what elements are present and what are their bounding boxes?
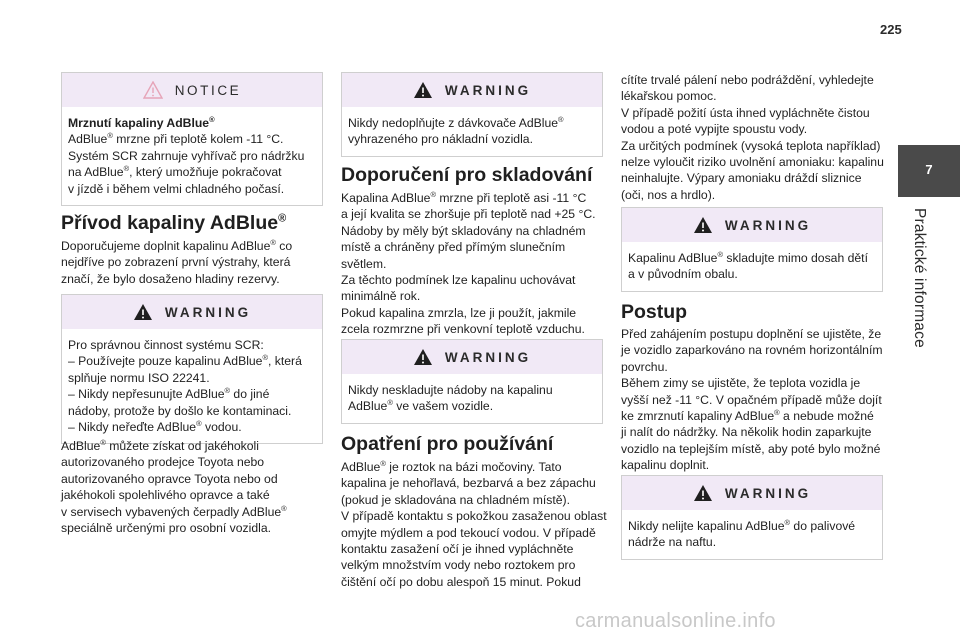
warning-header: WARNING	[342, 73, 602, 107]
precautions-continued: cítíte trvalé pálení nebo podráždění, vyhledejte lékařskou pomoc. V případě požití ústa ihned vypláchněte čistou vodou a poté vypijte spoustu vody. Za určitých podmínek (vysoká teplota například) nelze vyloučit riziko uvolnění amoniaku: kapalinu neinhalujte. Výpary amoniaku dráždí sliznice (oči, nos a hrdlo).	[621, 73, 884, 202]
chapter-tab[interactable]	[898, 145, 960, 197]
availability-paragraph: AdBlue® můžete získat od jakéhokoli autorizovaného prodejce Toyota nebo autorizovaného opravce Toyota nebo od jakéhokoli spolehlivého opravce a také v servisech vybavených čerpadly AdBlue® speciálně určenými pro osobní vozidla.	[61, 437, 287, 536]
notice-line: na AdBlue®, který umožňuje pokračovat	[68, 164, 282, 180]
notice-header	[62, 73, 322, 107]
warning-filled-icon	[693, 216, 713, 234]
warning-filled-icon	[413, 81, 433, 99]
warning-body: Nikdy nedoplňujte z dávkovače AdBlue® vyhrazeného pro nákladní vozidla.	[348, 114, 564, 147]
warning-filled-icon	[133, 303, 153, 321]
warning-filled-icon	[413, 348, 433, 366]
warning-body: Pro správnou činnost systému SCR: – Používejte pouze kapalinu AdBlue®, která splňuje normu ISO 22241. – Nikdy nepřesunujte AdBlue® do jiné nádoby, protože by došlo ke kontaminaci. – Nikdy neřeďte AdBlue® vodou.	[68, 338, 302, 435]
notice-line: AdBlue® mrzne při teplotě kolem -11 °C.	[68, 131, 284, 147]
warning-box-dispenser	[341, 72, 603, 157]
warning-box-children	[621, 207, 883, 292]
storage-paragraph: Kapalina AdBlue® mrzne při teplotě asi -11 °C a její kvalita se zhoršuje při teplotě nad +25 °C. Nádoby by měly být skladovány na chladném místě a chráněny před přímým slunečním světlem. Za těchto podmínek lze kapalinu uchovávat minimálně rok. Pokud kapalina zmrzla, lze ji použít, jakmile zcela rozmrzne při venkovní teplotě vzduchu.	[341, 189, 596, 337]
watermark: carmanualsonline.info	[575, 610, 776, 632]
notice-body: Mrznutí kapaliny AdBlue® AdBlue® mrzne při teplotě kolem -11 °C. Systém SCR zahrnuje vyhřívač pro nádržku na AdBlue®, který umožňuje pokračovat v jízdě i během velmi chladného počasí.	[62, 107, 322, 205]
warning-header: WARNING	[622, 476, 882, 510]
warning-body: Kapalinu AdBlue® skladujte mimo dosah dětí a v původním obalu.	[628, 249, 868, 282]
warning-box-fuel-tank	[621, 475, 883, 560]
notice-line: v jízdě i během velmi chladného počasí.	[68, 181, 285, 196]
notice-line: Systém SCR zahrnuje vyhřívač pro nádržku	[68, 148, 305, 163]
chapter-title: Praktické informace	[911, 208, 928, 348]
warning-header: WARNING	[62, 295, 322, 329]
warning-box-storage	[341, 339, 603, 424]
warning-body: Nikdy nelijte kapalinu AdBlue® do palivové nádrže na naftu.	[628, 517, 856, 550]
warning-filled-icon	[693, 484, 713, 502]
section-heading-privod: Přívod kapaliny AdBlue®	[61, 212, 287, 234]
notice-title: Mrznutí kapaliny AdBlue	[68, 116, 210, 130]
warning-header: WARNING	[622, 208, 882, 242]
procedure-paragraph: Před zahájením postupu doplnění se ujistěte, že je vozidlo zaparkováno na rovném horizontálním povrchu. Během zimy se ujistěte, že teplota vozidla je vyšší než -11 °C. V opačném případě může dojít ke zmrznutí kapaliny AdBlue® a nebude možné ji nalít do nádržky. Na několik hodin zaparkujte vozidlo na teplejším místě, aby poté bylo možné kapalinu doplnit.	[621, 327, 883, 473]
page-number: 225	[880, 22, 902, 37]
section-heading-opatreni: Opatření pro používání	[341, 433, 554, 455]
warning-header: WARNING	[342, 340, 602, 374]
notice-box	[61, 72, 323, 206]
notice-label: NOTICE	[174, 82, 242, 98]
chapter-number: 7	[925, 162, 933, 177]
warning-body: Nikdy neskladujte nádoby na kapalinu AdBlue® ve vašem vozidle.	[348, 383, 553, 414]
privod-paragraph: Doporučujeme doplnit kapalinu AdBlue® co nejdříve po zobrazení první výstrahy, která značí, že bylo dosaženo hladiny rezervy.	[61, 237, 293, 286]
warning-outline-icon	[143, 81, 163, 99]
warning-box-scr	[61, 294, 323, 444]
precautions-paragraph: AdBlue® je roztok na bázi močoviny. Tato kapalina je nehořlavá, bezbarvá a bez zápachu (pokud je skladována na chladném místě). V případě kontaktu s pokožkou zasaženou oblast omyjte mýdlem a pod tekoucí vodou. V případě kontaktu zasažení očí je ihned vypláchněte velkým množstvím vody nebo roztokem pro čištění očí po dobu alespoň 15 minut. Pokud	[341, 458, 607, 589]
section-heading-postup: Postup	[621, 301, 688, 323]
section-heading-skladovani: Doporučení pro skladování	[341, 164, 593, 186]
